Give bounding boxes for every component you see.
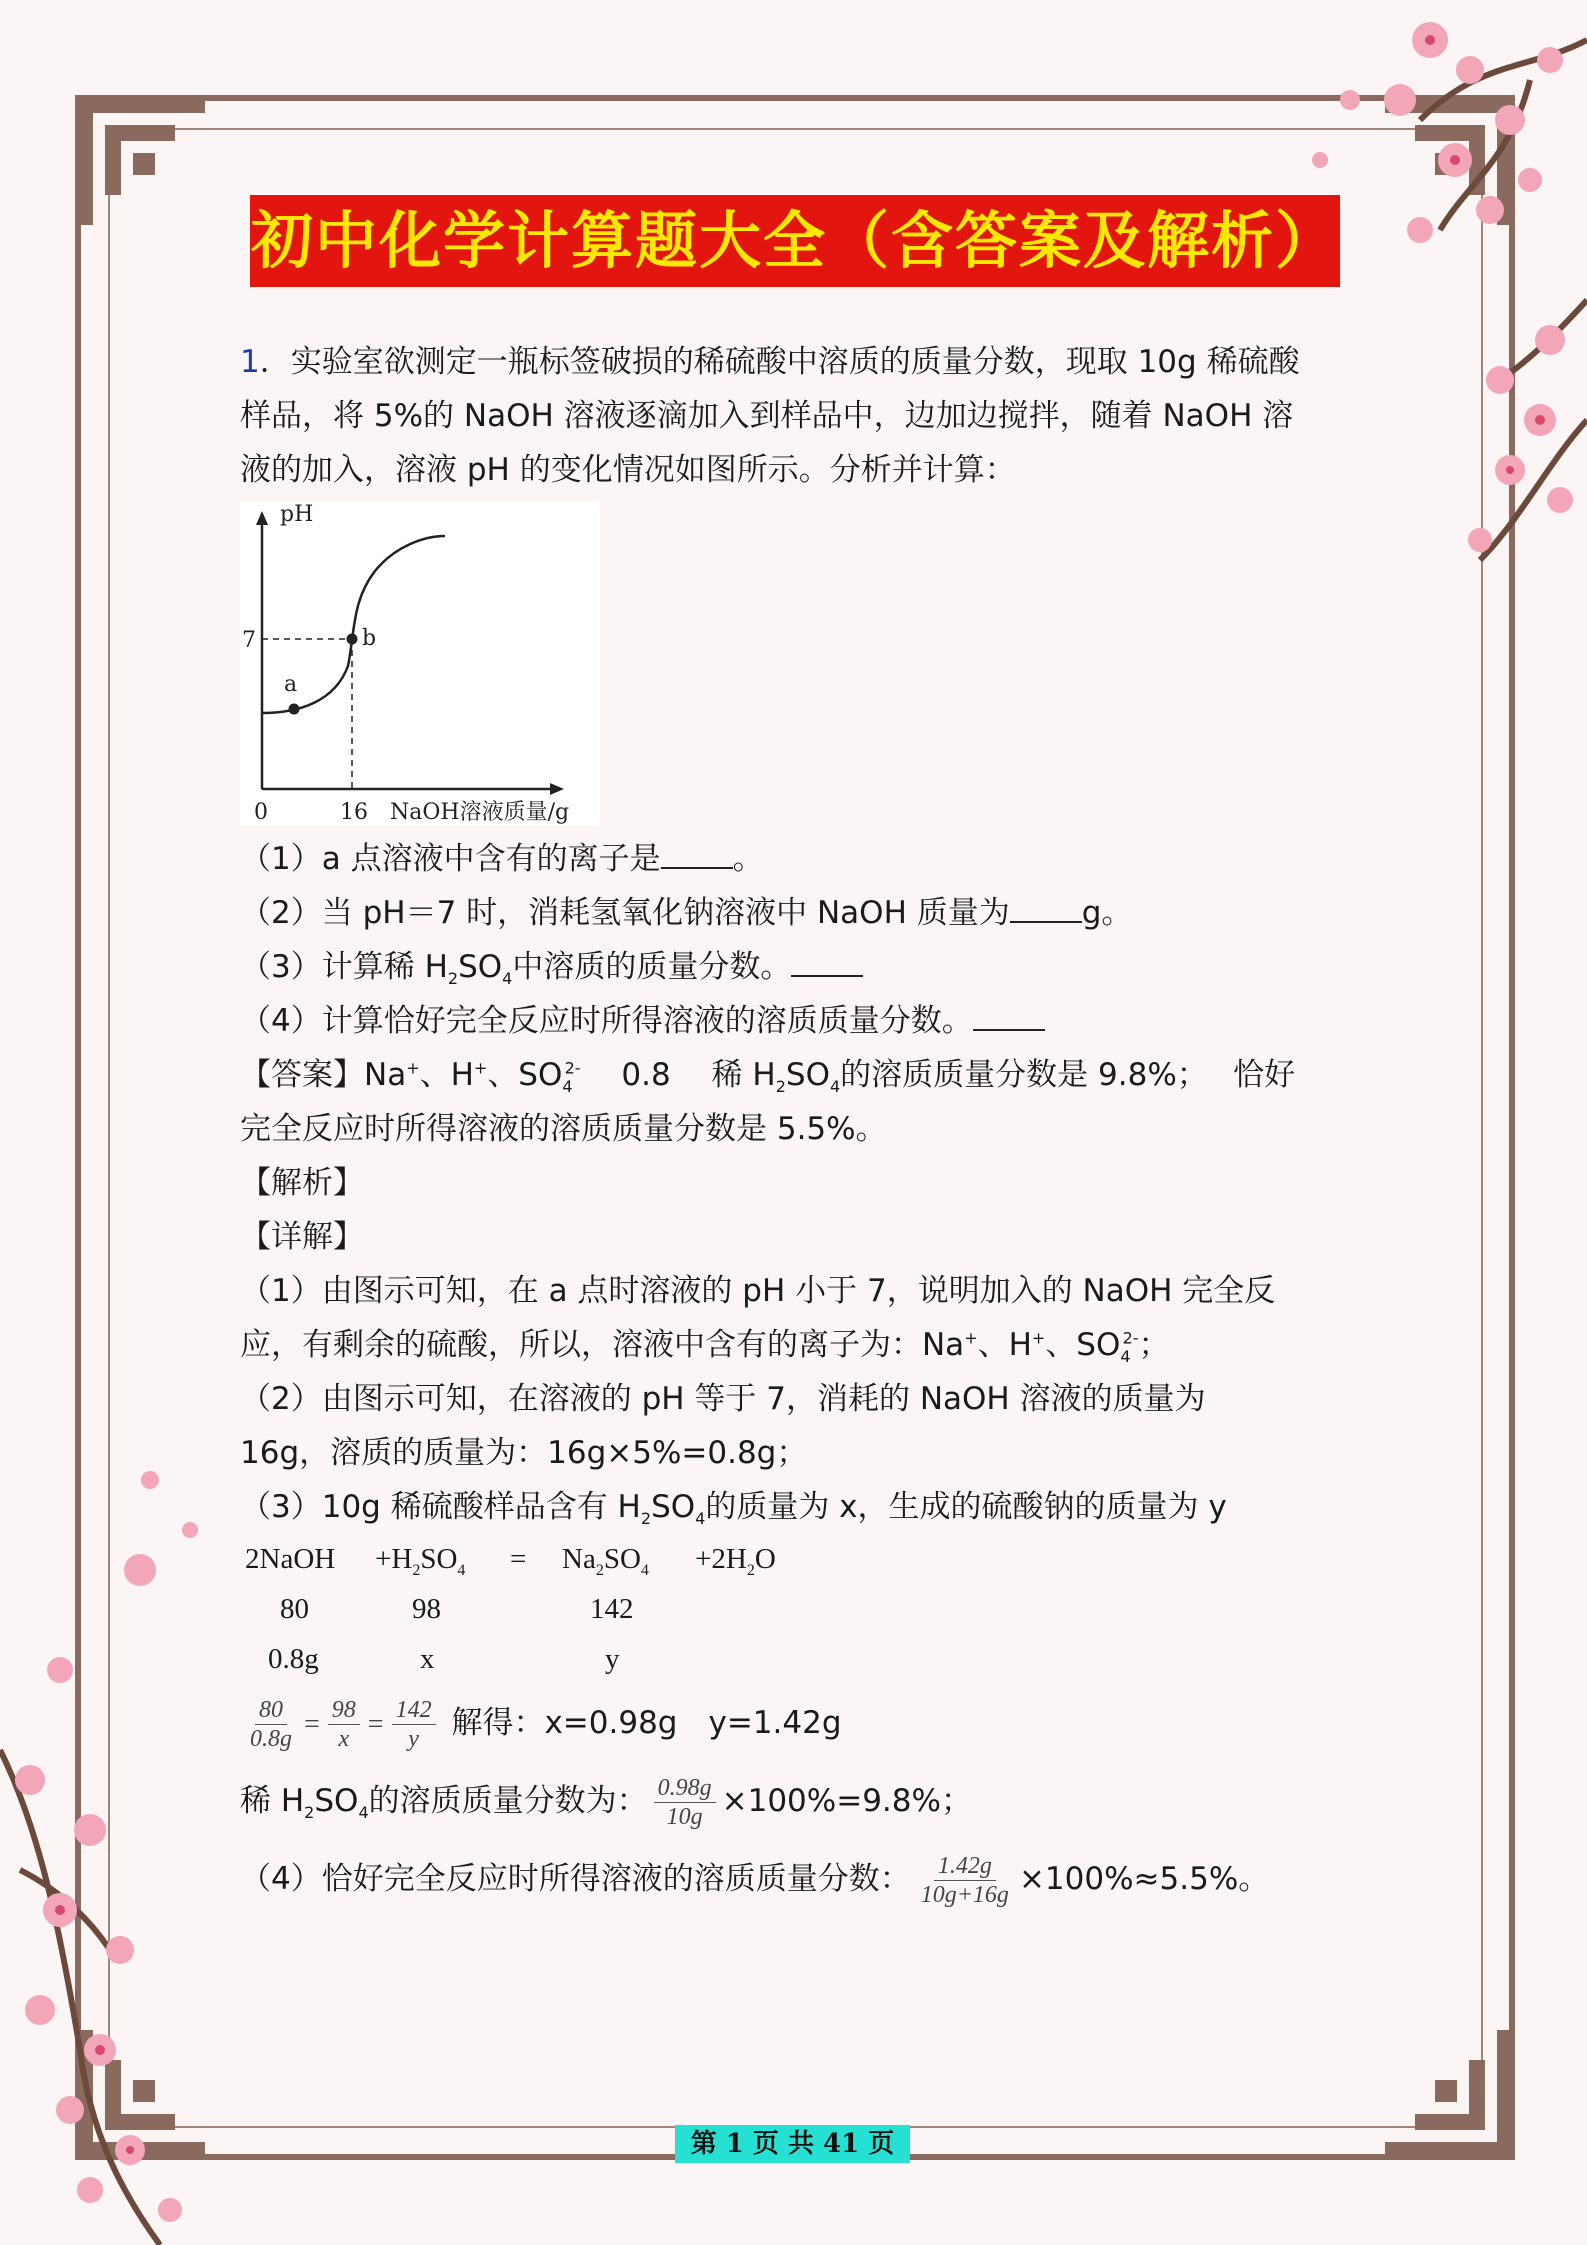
fraction-mass-ratio-3: $\frac{0.98g}{10g}$ (654, 1774, 716, 1831)
molar-mass-row: 80 98 142 (280, 1593, 634, 1625)
y-tick-7: 7 (242, 628, 256, 653)
answer-blank-1 (661, 839, 733, 869)
x-tick-16: 16 (340, 800, 368, 825)
page-number-footer: 第 1 页 共 41 页 (675, 2125, 910, 2163)
detail-line-2: 应，有剩余的硫酸，所以，溶液中含有的离子为：Na+、H+、$SO_4^{2-}$； (240, 1327, 1170, 1367)
detail-line-5: （3）10g 稀硫酸样品含有 $H_2SO_4$的质量为 x，生成的硫酸钠的质量为 y (240, 1489, 1227, 1529)
origin-label: 0 (254, 800, 268, 825)
fraction-mass-ratio-4: $\frac{1.42g}{10g+16g}$ (920, 1853, 1009, 1908)
detail-line-4: 16g，溶质的质量为：16g×5%=0.8g； (240, 1435, 808, 1471)
x-axis-label: NaOH溶液质量/g (390, 800, 570, 825)
point-b (347, 634, 358, 645)
corner-ornament-bottom-right (1385, 2030, 1515, 2160)
fraction-2: $\frac{98}{x}$ (328, 1696, 360, 1753)
detail-label: 【详解】 (240, 1219, 364, 1255)
analysis-label: 【解析】 (240, 1165, 364, 1201)
y-axis-label: pH (280, 502, 314, 527)
x-axis-arrow-icon (550, 783, 564, 795)
question-number: 1 (240, 344, 260, 380)
answer-line-1: 【答案】Na+、H+、$SO_4^{2-}$ 0.8 稀 $H_2SO_4$的溶质质量分数是 9.8%； 恰好 (240, 1057, 1296, 1097)
corner-ornament-top-left (75, 95, 205, 225)
question-content (240, 335, 1355, 1918)
answer-line-2: 完全反应时所得溶液的溶质质量分数是 5.5%。 (240, 1111, 887, 1147)
point-a (289, 704, 300, 715)
fraction-3: $\frac{142}{y}$ (392, 1696, 436, 1753)
cherry-blossom-bottom-left-icon (0, 1450, 260, 2245)
question-line-1: 1．实验室欲测定一瓶标签破损的稀硫酸中溶质的质量分数，现取 10g 稀硫酸 (240, 344, 1300, 380)
y-axis-arrow-icon (256, 511, 268, 525)
answer-blank-2 (1010, 893, 1082, 923)
calc-part-4: （4）恰好完全反应时所得溶液的溶质质量分数： $\frac{1.42g}{10g+16g}$ ×100%≈5.5%。 (240, 1853, 1270, 1908)
answer-blank-3 (791, 947, 863, 977)
answer-blank-4 (973, 1001, 1045, 1031)
point-a-label: a (284, 672, 298, 697)
sub-question-2: （2）当 pH＝7 时，消耗氢氧化钠溶液中 NaOH 质量为 g。 (240, 895, 1133, 931)
question-line-2: 样品，将 5%的 NaOH 溶液逐滴加入到样品中，边加边搅拌，随着 NaOH 溶 (240, 398, 1294, 434)
calc-part-3: 稀 $H_2SO_4$的溶质质量分数为： $\frac{0.98g}{10g}$ ×100%=9.8%； (240, 1775, 972, 1830)
quantity-row: 0.8g x y (268, 1643, 620, 1675)
question-line-3: 液的加入，溶液 pH 的变化情况如图所示。分析并计算： (240, 452, 1016, 488)
detail-line-1: （1）由图示可知，在 a 点时溶液的 pH 小于 7，说明加入的 NaOH 完全反 (240, 1273, 1276, 1309)
sub-question-1: （1）a 点溶液中含有的离子是 。 (240, 841, 764, 877)
fraction-1: $\frac{80}{0.8g}$ (250, 1697, 292, 1752)
proportion-line: $\frac{80}{0.8g}$ = $\frac{98}{x}$ = $\frac{142}{y}$ 解得：x=0.98g y=1.42g (240, 1684, 1355, 1762)
detail-line-3: （2）由图示可知，在溶液的 pH 等于 7，消耗的 NaOH 溶液的质量为 (240, 1381, 1206, 1417)
sub-question-4: （4）计算恰好完全反应时所得溶液的溶质质量分数。 (240, 994, 1355, 1048)
ph-curve-graph (240, 501, 600, 826)
document-title: 初中化学计算题大全（含答案及解析） (250, 195, 1340, 287)
chemical-equation: 2NaOH $+H_2SO_4$ = $Na_2SO_4$ $+2H_2O$ (245, 1543, 776, 1579)
point-b-label: b (362, 626, 377, 651)
sub-question-3: （3）计算稀 $H_2SO_4$中溶质的质量分数。 (240, 940, 1355, 994)
